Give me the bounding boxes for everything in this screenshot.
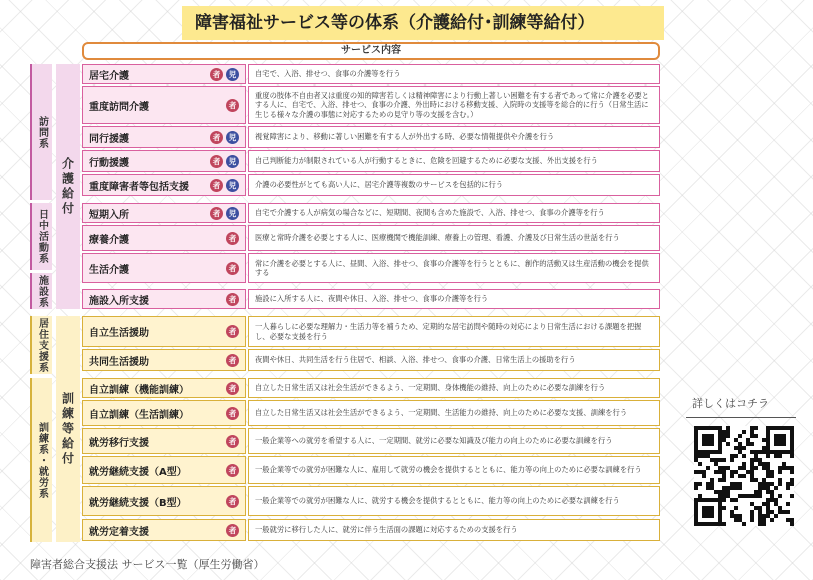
service-name: 同行援護	[89, 133, 129, 145]
service-name: 短期入所	[89, 209, 129, 221]
service-row	[82, 378, 660, 398]
service-name: 重度障害者等包括支援	[89, 181, 189, 193]
service-row	[82, 126, 660, 148]
service-name: 共同生活援助	[89, 356, 149, 368]
more-info-underline	[686, 417, 796, 418]
service-description: 常に介護を必要とする人に、昼間、入浴、排せつ、食事の介護等を行うとともに、創作的活動又は生産活動の機会を提供する	[248, 253, 660, 283]
adult-badge: 者	[210, 207, 223, 220]
service-name-cell	[82, 150, 246, 172]
service-name-cell	[82, 349, 246, 371]
service-name: 自立生活援助	[89, 328, 149, 339]
service-description: 介護の必要性がとても高い人に、居宅介護等複数のサービスを包括的に行う	[248, 174, 660, 196]
service-row	[82, 400, 660, 426]
service-description: 医療と常時介護を必要とする人に、医療機関で機能訓練、療養上の管理、看護、介護及び日常生活の世話を行う	[248, 225, 660, 251]
service-row	[82, 456, 660, 484]
service-row	[82, 519, 660, 541]
service-name-cell	[82, 378, 246, 398]
service-name-cell	[82, 86, 246, 124]
service-name: 就労定着支援	[89, 526, 149, 538]
service-row	[82, 316, 660, 347]
group-kunren-kyufu: 訓練等給付	[56, 316, 80, 542]
target-badges	[226, 495, 239, 508]
service-description: 一般企業等への就労を希望する人に、一定期間、就労に必要な知識及び能力の向上のために必要な訓練を行う	[248, 428, 660, 454]
target-badges	[226, 232, 239, 245]
adult-badge: 者	[226, 262, 239, 275]
service-description: 夜間や休日、共同生活を行う住居で、相談、入浴、排せつ、食事の介護、日常生活上の援助を行う	[248, 349, 660, 371]
adult-badge: 者	[226, 407, 239, 420]
target-badges	[210, 155, 239, 168]
service-name-cell	[82, 428, 246, 454]
target-badges	[210, 68, 239, 81]
service-row	[82, 486, 660, 516]
service-name: 重度訪問介護	[89, 101, 149, 113]
service-description: 自立した日常生活又は社会生活ができるよう、一定期間、身体機能の維持、向上のために必要な訓練を行う	[248, 378, 660, 398]
service-name: 自立訓練（生活訓練）	[89, 409, 189, 421]
service-description: 施設に入所する人に、夜間や休日、入浴、排せつ、食事の介護等を行う	[248, 289, 660, 309]
category-kyoju: 居住支援系	[30, 316, 52, 374]
adult-badge: 者	[210, 131, 223, 144]
service-name: 生活介護	[89, 264, 129, 276]
adult-badge: 者	[226, 435, 239, 448]
service-name-cell	[82, 253, 246, 283]
service-description: 一人暮らしに必要な理解力・生活力等を補うため、定期的な居宅訪問や随時の対応により日常生活における課題を把握し、必要な支援を行う	[248, 316, 660, 347]
category-shisetsu: 施設系	[30, 273, 52, 309]
more-info-label: 詳しくはコチラ	[692, 397, 769, 410]
service-name-cell	[82, 486, 246, 516]
category-nichu: 日中活動系	[30, 203, 52, 270]
service-row	[82, 203, 660, 223]
child-badge: 児	[226, 68, 239, 81]
child-badge: 児	[226, 155, 239, 168]
adult-badge: 者	[210, 68, 223, 81]
service-row	[82, 349, 660, 371]
service-name-cell	[82, 316, 246, 347]
target-badges	[226, 407, 239, 420]
category-kunren-shuro: 訓練系・就労系	[30, 378, 52, 542]
child-badge: 児	[226, 179, 239, 192]
service-name-cell	[82, 203, 246, 223]
service-description: 一般企業等での就労が困難な人に、雇用して就労の機会を提供するとともに、能力等の向上のために必要な訓練を行う	[248, 456, 660, 484]
service-name-cell	[82, 456, 246, 484]
target-badges	[226, 262, 239, 275]
adult-badge: 者	[226, 524, 239, 537]
service-name-cell	[82, 289, 246, 309]
service-name-cell	[82, 225, 246, 251]
adult-badge: 者	[226, 495, 239, 508]
service-name-cell	[82, 64, 246, 84]
service-row	[82, 174, 660, 196]
service-name-cell	[82, 400, 246, 426]
service-name-cell	[82, 174, 246, 196]
service-name: 施設入所支援	[89, 295, 149, 307]
adult-badge: 者	[226, 99, 239, 112]
source-caption: 障害者総合支援法 サービス一覧（厚生労働省）	[30, 558, 265, 571]
target-badges	[226, 293, 239, 306]
service-row	[82, 86, 660, 124]
adult-badge: 者	[226, 293, 239, 306]
page-title: 障害福祉サービス等の体系（介護給付･訓練等給付）	[195, 13, 595, 33]
target-badges	[226, 382, 239, 395]
target-badges	[226, 464, 239, 477]
target-badges	[210, 179, 239, 192]
service-description: 自己判断能力が制限されている人が行動するときに、危険を回避するために必要な支援、外出支援を行う	[248, 150, 660, 172]
adult-badge: 者	[226, 232, 239, 245]
service-name: 行動援護	[89, 157, 129, 169]
child-badge: 児	[226, 131, 239, 144]
service-row	[82, 64, 660, 84]
service-name-cell	[82, 126, 246, 148]
service-row	[82, 150, 660, 172]
target-badges	[226, 354, 239, 367]
service-name: 就労継続支援（A型）	[89, 466, 187, 478]
adult-badge: 者	[226, 354, 239, 367]
group-kaigo-kyufu: 介護給付	[56, 64, 80, 309]
service-name-cell	[82, 519, 246, 541]
service-content-header: サービス内容	[82, 42, 660, 60]
service-row	[82, 428, 660, 454]
target-badges	[226, 325, 239, 338]
service-name: 就労移行支援	[89, 437, 149, 449]
service-description: 自宅で介護する人が病気の場合などに、短期間、夜間も含めた施設で、入浴、排せつ、食事の介護等を行う	[248, 203, 660, 223]
qr-code-icon[interactable]	[694, 426, 794, 526]
service-description: 重度の肢体不自由者又は重度の知的障害若しくは精神障害により行動上著しい困難を有する者であって常に介護を必要とする人に、自宅で、入浴、排せつ、食事の介護、外出時における移動支援、入院時の支援等を総合的に行う（日常生活に生じる様々な介護の事態に対応するための見守り等の支援を含む。）	[248, 86, 660, 124]
service-description: 一般就労に移行した人に、就労に伴う生活面の課題に対応するための支援を行う	[248, 519, 660, 541]
adult-badge: 者	[226, 325, 239, 338]
target-badges	[210, 131, 239, 144]
adult-badge: 者	[226, 464, 239, 477]
adult-badge: 者	[210, 155, 223, 168]
service-name: 療養介護	[89, 234, 129, 246]
service-row	[82, 225, 660, 251]
service-name: 自立訓練（機能訓練）	[89, 384, 189, 396]
service-description: 視覚障害により、移動に著しい困難を有する人が外出する時、必要な情報提供や介護を行う	[248, 126, 660, 148]
service-name: 居宅介護	[89, 70, 129, 82]
child-badge: 児	[226, 207, 239, 220]
target-badges	[226, 99, 239, 112]
target-badges	[210, 207, 239, 220]
service-row	[82, 289, 660, 309]
adult-badge: 者	[210, 179, 223, 192]
target-badges	[226, 524, 239, 537]
service-name: 就労継続支援（B型）	[89, 497, 187, 509]
service-description: 自宅で、入浴、排せつ、食事の介護等を行う	[248, 64, 660, 84]
adult-badge: 者	[226, 382, 239, 395]
target-badges	[226, 435, 239, 448]
category-houmon: 訪問系	[30, 64, 52, 200]
service-description: 一般企業等での就労が困難な人に、就労する機会を提供するとともに、能力等の向上のために必要な訓練を行う	[248, 486, 660, 516]
service-description: 自立した日常生活又は社会生活ができるよう、一定期間、生活能力の維持、向上のために必要な支援、訓練を行う	[248, 400, 660, 426]
service-row	[82, 253, 660, 283]
